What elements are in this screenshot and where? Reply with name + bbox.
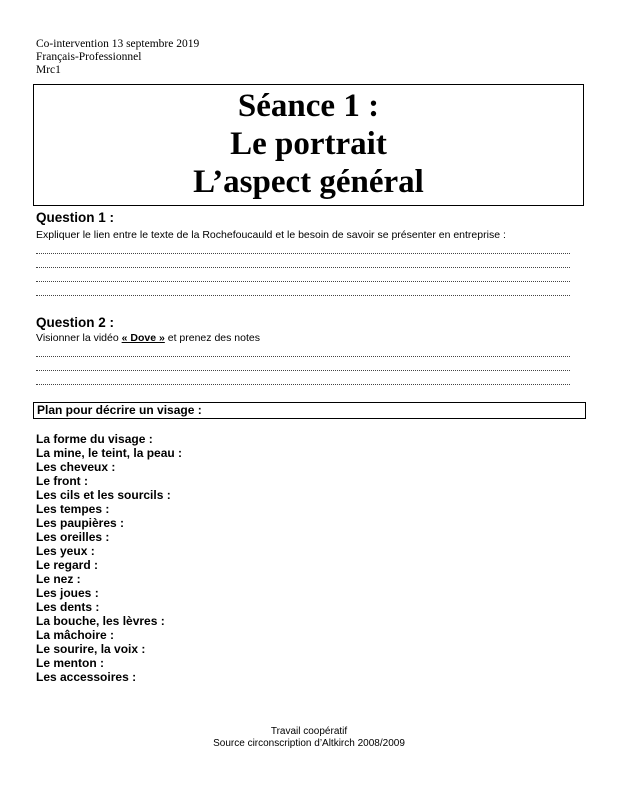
list-item: Les joues : bbox=[36, 586, 99, 600]
list-item: La mine, le teint, la peau : bbox=[36, 446, 183, 460]
answer-line[interactable] bbox=[36, 384, 570, 385]
plan-title: Plan pour décrire un visage : bbox=[37, 403, 202, 417]
list-item: Les tempes : bbox=[36, 502, 110, 516]
list-item: Le nez : bbox=[36, 572, 81, 586]
header-course-line: Co-intervention 13 septembre 2019 bbox=[36, 38, 200, 50]
list-item: La mâchoire : bbox=[36, 628, 115, 642]
question-2-text bbox=[36, 332, 260, 344]
question-2-text-after: et prenez des notes bbox=[164, 332, 260, 344]
answer-line[interactable] bbox=[36, 281, 570, 282]
document-header bbox=[36, 38, 199, 77]
list-item: Les yeux : bbox=[36, 544, 95, 558]
question-2-text-before: Visionner la vidéo bbox=[36, 332, 122, 344]
list-item: Les cils et les sourcils : bbox=[36, 488, 171, 502]
footer-source: Source circonscription d’Altkirch 2008/2009 bbox=[213, 738, 405, 749]
question-2-title: Question 2 : bbox=[36, 315, 115, 330]
list-item: Les dents : bbox=[36, 600, 100, 614]
list-item: Les accessoires : bbox=[36, 670, 137, 684]
list-item: La forme du visage : bbox=[36, 432, 153, 446]
question-1-text: Expliquer le lien entre le texte de la Rochefoucauld et le besoin de savoir se présenter en entreprise : bbox=[36, 229, 506, 241]
title-topic: Le portrait bbox=[230, 126, 387, 162]
answer-line[interactable] bbox=[36, 356, 570, 357]
list-item: Les paupières : bbox=[36, 516, 125, 530]
title-box bbox=[33, 84, 584, 206]
header-subject-line: Français-Professionnel bbox=[36, 51, 142, 63]
list-item: Le sourire, la voix : bbox=[36, 642, 146, 656]
list-item: Le regard : bbox=[36, 558, 99, 572]
document-footer bbox=[0, 726, 618, 750]
list-item: Les cheveux : bbox=[36, 460, 116, 474]
answer-line[interactable] bbox=[36, 267, 570, 268]
list-item: Le menton : bbox=[36, 656, 104, 670]
title-subtopic: L’aspect général bbox=[193, 164, 424, 200]
answer-line[interactable] bbox=[36, 370, 570, 371]
dove-video-link[interactable]: « Dove » bbox=[121, 332, 165, 344]
header-class-line: Mrc1 bbox=[36, 64, 61, 76]
answer-line[interactable] bbox=[36, 253, 570, 254]
list-item: Le front : bbox=[36, 474, 88, 488]
list-item: Les oreilles : bbox=[36, 530, 110, 544]
title-session: Séance 1 : bbox=[237, 88, 380, 124]
list-item: La bouche, les lèvres : bbox=[36, 614, 165, 628]
footer-cooperative-work: Travail coopératif bbox=[270, 726, 348, 737]
plan-title-box bbox=[33, 402, 586, 419]
question-1-title: Question 1 : bbox=[36, 210, 115, 225]
answer-line[interactable] bbox=[36, 295, 570, 296]
face-description-plan-list bbox=[36, 432, 182, 684]
